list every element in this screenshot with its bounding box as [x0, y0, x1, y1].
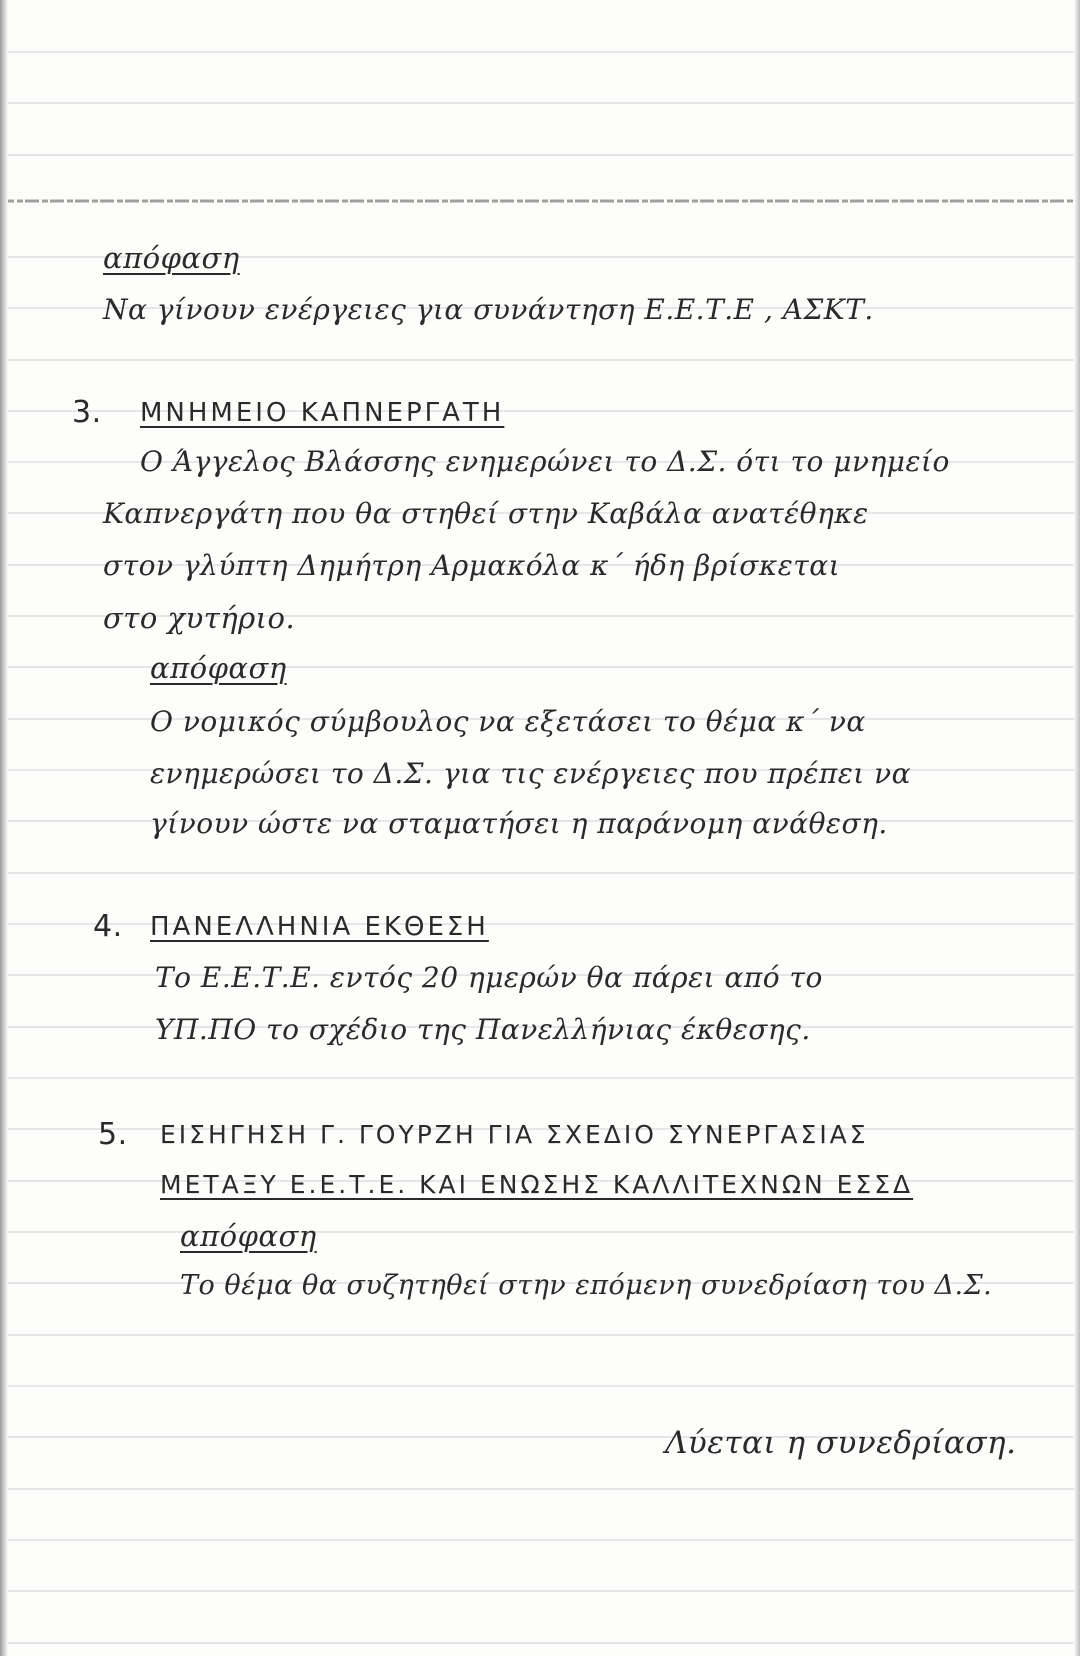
closing-statement: Λύεται η συνεδρίαση.: [665, 1425, 1017, 1461]
item-text-line: στο χυτήριο.: [103, 601, 296, 635]
decision-text: γίνουν ώστε να σταματήσει η παράνομη ανάθεση.: [150, 807, 888, 840]
item-text-line: Ο Άγγελος Βλάσσης ενημερώνει το Δ.Σ. ότι το μνημείο: [140, 445, 950, 478]
decision-text: ενημερώσει το Δ.Σ. για τις ενέργειες που πρέπει να: [150, 757, 912, 790]
item-title: ΕΙΣΗΓΗΣΗ Γ. ΓΟΥΡΖΗ ΓΙΑ ΣΧΕΔΙΟ ΣΥΝΕΡΓΑΣΙΑΣ: [160, 1120, 869, 1149]
decision-label: απόφαση: [103, 241, 240, 275]
item-number: 5.: [98, 1117, 128, 1152]
item-title: ΜΝΗΜΕΙΟ ΚΑΠΝΕΡΓΑΤΗ: [140, 398, 505, 428]
decision-text: Το θέμα θα συζητηθεί στην επόμενη συνεδρίαση του Δ.Σ.: [180, 1270, 993, 1301]
page-right-edge: [1074, 0, 1080, 1656]
item-text-line: στον γλύπτη Δημήτρη Αρμακόλα κ΄ ήδη βρίσκεται: [103, 549, 841, 582]
item-text-line: Καπνεργάτη που θα στηθεί στην Καβάλα ανατέθηκε: [103, 497, 869, 530]
decision-text: Ο νομικός σύμβουλος να εξετάσει το θέμα κ΄ να: [150, 705, 866, 738]
decision-label: απόφαση: [180, 1219, 317, 1253]
item-title: ΠΑΝΕΛΛΗΝΙΑ ΕΚΘΕΣΗ: [150, 912, 489, 942]
item-title-continued: ΜΕΤΑΞΥ Ε.Ε.Τ.Ε. ΚΑΙ ΕΝΩΣΗΣ ΚΑΛΛΙΤΕΧΝΩΝ ΕΣΣΔ: [160, 1170, 914, 1199]
item-number: 3.: [72, 395, 102, 430]
decision-text: Να γίνουν ενέργειες για συνάντηση Ε.Ε.Τ.Ε , ΑΣΚΤ.: [103, 293, 874, 326]
item-text-line: Το Ε.Ε.Τ.Ε. εντός 20 ημερών θα πάρει από το: [155, 961, 823, 994]
decision-label: απόφαση: [150, 651, 287, 685]
item-number: 4.: [93, 909, 123, 944]
item-text-line: ΥΠ.ΠΟ το σχέδιο της Πανελλήνιας έκθεσης.: [155, 1013, 811, 1046]
page-binding-edge: [0, 0, 8, 1656]
